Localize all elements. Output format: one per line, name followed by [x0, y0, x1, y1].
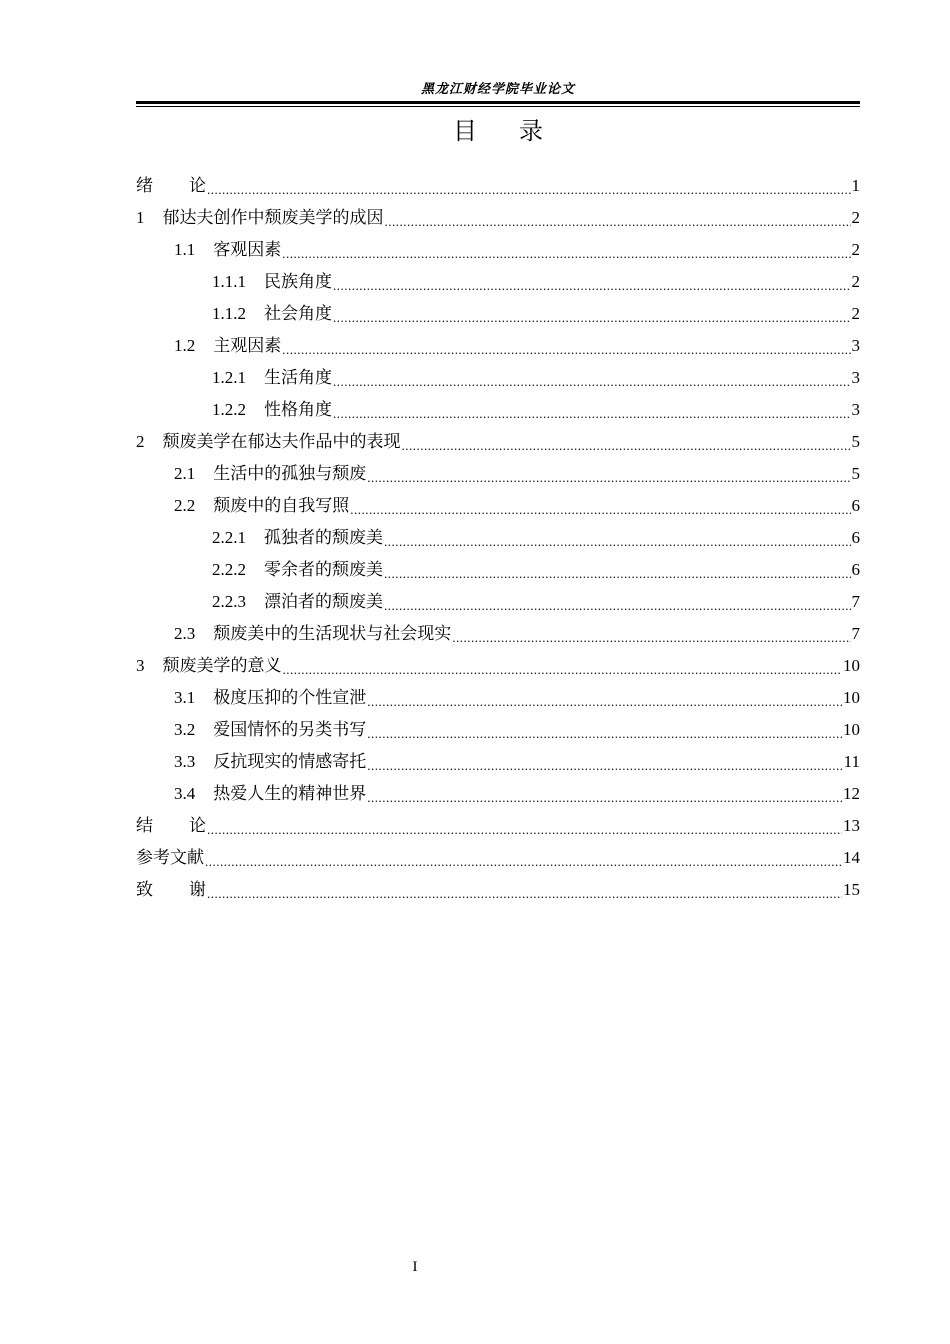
toc-entry-number: 2.1 — [174, 464, 196, 483]
toc-entry-page: 11 — [843, 752, 860, 771]
toc-entry-number: 1.1.1 — [212, 272, 246, 291]
toc-entry-page: 3 — [851, 336, 860, 355]
toc-entry-page: 10 — [843, 688, 860, 707]
toc-entry-label: 致谢 — [136, 880, 242, 899]
toc-entry-label: 结论 — [136, 816, 242, 835]
toc-entry[interactable] — [136, 266, 860, 298]
toc-entry-page: 1 — [851, 176, 860, 195]
toc-entry-label: 绪论 — [136, 176, 242, 195]
toc-entry-number: 1.2.1 — [212, 368, 246, 387]
toc-entry[interactable] — [136, 170, 860, 202]
page-number: I — [412, 1259, 418, 1275]
toc-dot-leader — [207, 170, 851, 202]
toc-entry-label: 热爱人生的精神世界 — [213, 784, 367, 803]
toc-dot-leader — [367, 778, 842, 810]
toc-title — [136, 114, 860, 148]
toc-entry-number: 3 — [136, 656, 145, 675]
toc-entry[interactable] — [136, 426, 860, 458]
toc-entry-page: 5 — [851, 464, 860, 483]
toc-entry[interactable] — [136, 586, 860, 618]
toc-dot-leader — [282, 330, 850, 362]
toc-entry-label: 参考文献 — [136, 848, 204, 867]
toc-entry-page: 15 — [843, 880, 860, 899]
toc-entry-page: 10 — [843, 656, 860, 675]
toc-entry-label: 漂泊者的颓废美 — [264, 592, 383, 611]
toc-entry-label: 爱国情怀的另类书写 — [213, 720, 367, 739]
toc-entry-number: 2.2.3 — [212, 592, 246, 611]
toc-entry-number: 2.3 — [174, 624, 196, 643]
toc-dot-leader — [367, 682, 842, 714]
toc-dot-leader — [384, 554, 851, 586]
toc-dot-leader — [385, 202, 851, 234]
toc-dot-leader — [333, 362, 851, 394]
toc-entry[interactable] — [136, 746, 860, 778]
toc-entry[interactable] — [136, 810, 860, 842]
header-rule-thick — [136, 101, 860, 104]
toc-dot-leader — [367, 714, 842, 746]
toc-dot-leader — [367, 458, 850, 490]
toc-entry-number: 1.1.2 — [212, 304, 246, 323]
toc-entry-number: 2.2.2 — [212, 560, 246, 579]
toc-entry-page: 14 — [843, 848, 860, 867]
toc-entry[interactable] — [136, 202, 860, 234]
toc-entry[interactable] — [136, 874, 860, 906]
toc-entry[interactable] — [136, 778, 860, 810]
toc-entry[interactable] — [136, 234, 860, 266]
toc-entry-page: 6 — [851, 560, 860, 579]
toc-dot-leader — [384, 586, 851, 618]
toc-entry-number: 1.2.2 — [212, 400, 246, 419]
toc-dot-leader — [452, 618, 850, 650]
toc-entry[interactable] — [136, 330, 860, 362]
toc-dot-leader — [207, 810, 842, 842]
toc-entry-label: 性格角度 — [264, 400, 332, 419]
toc-entry-page: 2 — [851, 304, 860, 323]
toc-entry-label: 孤独者的颓废美 — [264, 528, 383, 547]
toc-dot-leader — [205, 842, 842, 874]
toc-entry[interactable] — [136, 458, 860, 490]
toc-entry-page: 7 — [851, 624, 860, 643]
toc-dot-leader — [282, 234, 850, 266]
toc-entry-page: 2 — [851, 208, 860, 227]
toc-entry[interactable] — [136, 554, 860, 586]
toc-entry[interactable] — [136, 650, 860, 682]
toc-entry[interactable] — [136, 298, 860, 330]
toc-entry-label: 生活中的孤独与颓废 — [213, 464, 367, 483]
toc-entry-label: 零余者的颓废美 — [264, 560, 383, 579]
toc-entry-label: 主观因素 — [213, 336, 282, 355]
toc-entry[interactable] — [136, 618, 860, 650]
toc-dot-leader — [367, 746, 842, 778]
toc-entry-page: 3 — [851, 400, 860, 419]
header-rule-thin — [136, 106, 860, 107]
toc-entry-label: 颓废美学的意义 — [162, 656, 282, 675]
toc-entry-page: 6 — [851, 496, 860, 515]
toc-entry-label: 社会角度 — [264, 304, 332, 323]
toc-dot-leader — [207, 874, 842, 906]
toc-entry-label: 客观因素 — [213, 240, 282, 259]
toc-entry-page: 13 — [843, 816, 860, 835]
toc-dot-leader — [333, 266, 851, 298]
toc-dot-leader — [350, 490, 850, 522]
toc-entry-number: 1.2 — [174, 336, 196, 355]
toc-entry-page: 12 — [843, 784, 860, 803]
toc-entry-number: 3.1 — [174, 688, 196, 707]
toc-entry[interactable] — [136, 490, 860, 522]
toc-dot-leader — [402, 426, 851, 458]
toc-entry-page: 7 — [851, 592, 860, 611]
toc-dot-leader — [384, 522, 851, 554]
toc-entry-number: 2.2.1 — [212, 528, 246, 547]
toc-entry-label: 颓废中的自我写照 — [213, 496, 350, 515]
toc-entry-number: 3.2 — [174, 720, 196, 739]
toc-entry-number: 2.2 — [174, 496, 196, 515]
toc-title-text: 目录 — [453, 117, 585, 145]
toc-entry[interactable] — [136, 714, 860, 746]
toc-entry[interactable] — [136, 522, 860, 554]
toc-dot-leader — [283, 650, 843, 682]
toc-entry[interactable] — [136, 842, 860, 874]
toc-entry-label: 民族角度 — [264, 272, 332, 291]
toc-entry-label: 颓废美中的生活现状与社会现实 — [213, 624, 452, 643]
toc-entry-number: 3.3 — [174, 752, 196, 771]
toc-dot-leader — [333, 298, 851, 330]
toc-entry-number: 3.4 — [174, 784, 196, 803]
toc-entry-number: 1 — [136, 208, 145, 227]
toc-entry-page: 3 — [851, 368, 860, 387]
toc-entry-label: 反抗现实的情感寄托 — [213, 752, 367, 771]
toc-entry-label: 生活角度 — [264, 368, 332, 387]
toc-entry-number: 2 — [136, 432, 145, 451]
table-of-contents — [136, 170, 860, 906]
toc-entry-label: 颓废美学在郁达夫作品中的表现 — [162, 432, 401, 451]
toc-entry-page: 10 — [843, 720, 860, 739]
toc-dot-leader — [333, 394, 851, 426]
running-header: 黑龙江财经学院毕业论文 — [420, 81, 575, 96]
toc-entry-label: 极度压抑的个性宣泄 — [213, 688, 367, 707]
toc-entry[interactable] — [136, 394, 860, 426]
toc-entry[interactable] — [136, 362, 860, 394]
toc-entry-number: 1.1 — [174, 240, 196, 259]
toc-entry-label: 郁达夫创作中颓废美学的成因 — [162, 208, 384, 227]
toc-entry[interactable] — [136, 682, 860, 714]
toc-entry-page: 2 — [851, 272, 860, 291]
toc-entry-page: 6 — [851, 528, 860, 547]
toc-entry-page: 5 — [851, 432, 860, 451]
toc-entry-page: 2 — [851, 240, 860, 259]
